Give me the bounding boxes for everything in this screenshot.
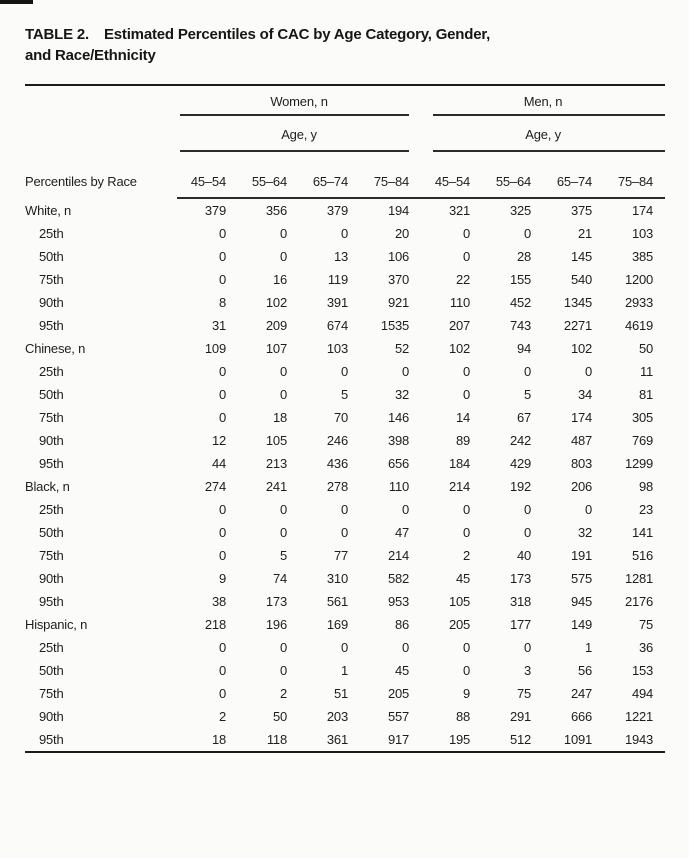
value-cell: 0 [524,525,532,540]
percentile-row [25,314,665,337]
value-cell: 398 [387,433,410,448]
percentile-row [25,728,665,752]
table-title [25,24,655,66]
percentile-row [25,291,665,314]
percentile-label: 25th [39,502,64,517]
percentile-row [25,521,665,544]
count-cell: 50 [639,341,654,356]
value-cell: 370 [387,272,410,287]
value-cell: 361 [299,728,360,752]
value-cell: 1535 [380,318,410,333]
value-cell: 67 [516,410,532,425]
value-cell: 11 [639,364,654,379]
value-cell: 0 [279,502,287,517]
count-cell: 356 [265,203,287,218]
value-cell: 656 [387,456,410,471]
count-cell: 102 [570,341,593,356]
count-cell: 174 [632,203,654,218]
race-row [25,613,665,636]
percentile-label: 90th [39,709,64,724]
race-label: Hispanic, n [25,617,88,632]
value-cell: 0 [463,663,471,678]
percentile-row [25,222,665,245]
percentile-row [25,245,665,268]
value-cell: 1221 [624,709,654,724]
value-cell: 0 [402,640,410,655]
value-cell: 0 [402,364,410,379]
value-cell: 0 [402,502,410,517]
value-cell: 119 [327,272,348,287]
percentile-label: 90th [39,571,64,586]
percentile-row [25,682,665,705]
value-cell: 50 [272,709,287,724]
value-cell: 214 [387,548,410,563]
value-cell: 540 [570,272,593,287]
value-cell: 118 [238,728,299,752]
value-cell: 51 [333,686,348,701]
count-cell: 149 [570,617,593,632]
value-cell: 0 [279,663,287,678]
value-cell: 516 [632,548,654,563]
percentile-row [25,544,665,567]
value-cell: 146 [387,410,410,425]
value-cell: 0 [463,364,471,379]
value-cell: 205 [387,686,410,701]
gender-spanner-row [25,86,665,116]
age-range-col-header: 65–74 [543,152,604,198]
value-cell: 207 [448,318,471,333]
count-cell: 107 [265,341,287,356]
value-cell: 32 [394,387,410,402]
count-cell: 177 [509,617,532,632]
value-cell: 209 [265,318,287,333]
value-cell: 1200 [624,272,654,287]
value-cell: 0 [218,364,226,379]
row-header-label: Percentiles by Race [25,174,137,189]
value-cell: 105 [265,433,287,448]
value-cell: 487 [570,433,593,448]
value-cell: 47 [394,525,410,540]
value-cell: 0 [340,502,348,517]
percentile-label: 50th [39,387,64,402]
value-cell: 0 [585,502,593,517]
count-cell: 194 [387,203,410,218]
value-cell: 0 [340,640,348,655]
value-cell: 13 [333,249,348,264]
value-cell: 23 [639,502,654,517]
value-cell: 145 [570,249,593,264]
count-cell: 94 [516,341,532,356]
age-range-col-header: 45–54 [421,152,482,198]
percentile-row [25,406,665,429]
count-cell: 206 [570,479,593,494]
value-cell: 242 [509,433,532,448]
age-range-col-header: 55–64 [482,152,543,198]
value-cell: 247 [570,686,593,701]
percentile-label: 75th [39,548,64,563]
value-cell: 0 [218,663,226,678]
value-cell: 9 [218,571,226,586]
value-cell: 385 [632,249,654,264]
count-cell: 379 [326,203,348,218]
value-cell: 1345 [563,295,593,310]
men-age-label: Age, y [525,126,561,142]
value-cell: 5 [340,387,348,402]
value-cell: 318 [509,594,532,609]
count-cell: 375 [570,203,593,218]
percentile-label: 90th [39,433,64,448]
percentile-row [25,452,665,475]
value-cell: 0 [218,226,226,241]
percentile-row [25,590,665,613]
race-label: Black, n [25,479,70,494]
value-cell: 81 [639,387,654,402]
value-cell: 0 [218,502,226,517]
count-cell: 325 [509,203,532,218]
value-cell: 2 [279,686,287,701]
value-cell: 0 [524,226,532,241]
percentile-label: 95th [39,594,64,609]
count-cell: 278 [326,479,348,494]
value-cell: 0 [463,525,471,540]
value-cell: 305 [632,410,654,425]
men-age-header [421,116,665,152]
race-row [25,475,665,498]
count-cell: 109 [204,341,226,356]
percentile-label: 50th [39,663,64,678]
data-table-container [25,84,665,753]
percentile-label: 50th [39,249,64,264]
value-cell: 203 [326,709,348,724]
value-cell: 45 [394,663,410,678]
value-cell: 103 [632,226,654,241]
percentile-label: 95th [39,456,64,471]
count-cell: 110 [388,479,410,494]
value-cell: 512 [482,728,543,752]
count-cell: 75 [639,617,654,632]
value-cell: 40 [516,548,532,563]
value-cell: 0 [279,226,287,241]
value-cell: 174 [570,410,593,425]
value-cell: 2271 [563,318,593,333]
value-cell: 0 [279,387,287,402]
women-age-header [177,116,421,152]
value-cell: 1091 [543,728,604,752]
percentile-label: 95th [25,728,177,752]
value-cell: 70 [333,410,348,425]
value-cell: 9 [463,686,471,701]
men-group-header [421,86,665,116]
race-label: Chinese, n [25,341,86,356]
age-range-col-header: 75–84 [604,152,665,198]
table-header [25,86,665,198]
value-cell: 1 [585,640,593,655]
value-cell: 5 [524,387,532,402]
value-cell: 0 [218,686,226,701]
count-cell: 169 [326,617,348,632]
count-cell: 321 [448,203,471,218]
value-cell: 0 [279,525,287,540]
value-cell: 32 [577,525,593,540]
age-range-col-header: 75–84 [360,152,421,198]
value-cell: 0 [218,640,226,655]
percentile-row [25,498,665,521]
value-cell: 20 [394,226,410,241]
value-cell: 213 [265,456,287,471]
value-cell: 89 [455,433,471,448]
value-cell: 45 [455,571,471,586]
percentile-row [25,659,665,682]
count-cell: 103 [326,341,348,356]
value-cell: 74 [272,571,287,586]
value-cell: 582 [387,571,410,586]
value-cell: 0 [463,226,471,241]
value-cell: 0 [524,640,532,655]
value-cell: 77 [333,548,348,563]
value-cell: 18 [272,410,287,425]
count-cell: 86 [394,617,410,632]
value-cell: 16 [272,272,287,287]
value-cell: 575 [570,571,593,586]
table-body [25,198,665,752]
value-cell: 5 [279,548,287,563]
value-cell: 0 [463,640,471,655]
value-cell: 2 [463,548,471,563]
scan-artifact [0,0,33,4]
percentile-label: 75th [39,272,64,287]
value-cell: 1281 [624,571,654,586]
percentile-label: 25th [39,640,64,655]
table-title-line1: Estimated Percentiles of CAC by Age Category, Gender, [103,26,491,43]
value-cell: 0 [279,364,287,379]
value-cell: 102 [265,295,287,310]
percentile-row [25,567,665,590]
value-cell: 110 [449,295,471,310]
value-cell: 34 [577,387,593,402]
race-label: White, n [25,202,72,218]
value-cell: 173 [265,594,287,609]
value-cell: 0 [279,640,287,655]
value-cell: 0 [463,249,471,264]
value-cell: 191 [570,548,593,563]
value-cell: 184 [448,456,471,471]
value-cell: 0 [340,226,348,241]
percentile-label: 25th [39,226,64,241]
age-range-col-header: 55–64 [238,152,299,198]
count-cell: 102 [448,341,471,356]
men-age-rule [433,150,665,152]
value-cell: 0 [463,387,471,402]
table-number: TABLE 2. [25,26,89,43]
percentile-label: 75th [39,410,64,425]
value-cell: 0 [218,410,226,425]
percentile-row [25,383,665,406]
age-range-col-header: 45–54 [177,152,238,198]
value-cell: 0 [340,525,348,540]
value-cell: 743 [509,318,532,333]
value-cell: 18 [177,728,238,752]
value-cell: 1299 [624,456,654,471]
race-row [25,337,665,360]
percentile-label: 95th [39,318,64,333]
value-cell: 38 [211,594,226,609]
value-cell: 0 [218,525,226,540]
value-cell: 429 [509,456,532,471]
value-cell: 494 [632,686,654,701]
count-cell: 196 [265,617,287,632]
value-cell: 56 [577,663,593,678]
value-cell: 0 [218,249,226,264]
value-cell: 391 [326,295,348,310]
value-cell: 8 [218,295,226,310]
women-group-header [177,86,421,116]
value-cell: 769 [632,433,654,448]
value-cell: 173 [509,571,532,586]
value-cell: 22 [455,272,471,287]
value-cell: 310 [326,571,348,586]
value-cell: 31 [211,318,226,333]
percentile-label: 90th [39,295,64,310]
value-cell: 921 [387,295,410,310]
value-cell: 0 [524,364,532,379]
value-cell: 153 [632,663,654,678]
value-cell: 36 [639,640,654,655]
percentile-row [25,705,665,728]
value-cell: 945 [570,594,593,609]
count-cell: 205 [448,617,471,632]
value-cell: 0 [218,387,226,402]
value-cell: 195 [421,728,482,752]
value-cell: 21 [577,226,593,241]
percentile-label: 75th [39,686,64,701]
value-cell: 953 [387,594,410,609]
value-cell: 0 [279,249,287,264]
data-table [25,86,665,753]
value-cell: 561 [326,594,348,609]
race-row [25,198,665,222]
value-cell: 0 [585,364,593,379]
value-cell: 557 [387,709,410,724]
age-range-col-header: 65–74 [299,152,360,198]
percentile-label: 50th [39,525,64,540]
table-title-line2: and Race/Ethnicity [25,47,156,64]
value-cell: 666 [570,709,593,724]
percentile-row [25,636,665,659]
percentile-label: 25th [39,364,64,379]
percentile-row [25,268,665,291]
value-cell: 2176 [624,594,654,609]
value-cell: 105 [448,594,471,609]
value-cell: 0 [524,502,532,517]
value-cell: 44 [211,456,226,471]
value-cell: 3 [524,663,532,678]
value-cell: 452 [509,295,532,310]
value-cell: 246 [326,433,348,448]
value-cell: 1943 [604,728,665,752]
value-cell: 14 [455,410,471,425]
count-cell: 274 [204,479,226,494]
count-cell: 379 [204,203,226,218]
value-cell: 2933 [624,295,654,310]
count-cell: 52 [394,341,410,356]
value-cell: 141 [632,525,654,540]
value-cell: 291 [509,709,532,724]
percentile-row [25,360,665,383]
value-cell: 917 [360,728,421,752]
value-cell: 0 [463,502,471,517]
women-group-label: Women, n [270,93,328,109]
value-cell: 674 [326,318,348,333]
count-cell: 218 [204,617,226,632]
value-cell: 0 [218,548,226,563]
value-cell: 0 [218,272,226,287]
men-group-label: Men, n [523,93,563,109]
count-cell: 214 [448,479,471,494]
value-cell: 436 [326,456,348,471]
value-cell: 75 [516,686,532,701]
percentile-row [25,429,665,452]
value-cell: 12 [211,433,226,448]
value-cell: 803 [570,456,593,471]
value-cell: 1 [340,663,348,678]
women-age-label: Age, y [281,126,317,142]
value-cell: 0 [340,364,348,379]
value-cell: 106 [387,249,410,264]
value-cell: 155 [509,272,532,287]
count-cell: 98 [639,479,654,494]
value-cell: 28 [516,249,532,264]
value-cell: 4619 [624,318,654,333]
count-cell: 192 [509,479,532,494]
women-age-rule [180,150,409,152]
value-cell: 88 [455,709,471,724]
value-cell: 2 [218,709,226,724]
count-cell: 241 [265,479,287,494]
